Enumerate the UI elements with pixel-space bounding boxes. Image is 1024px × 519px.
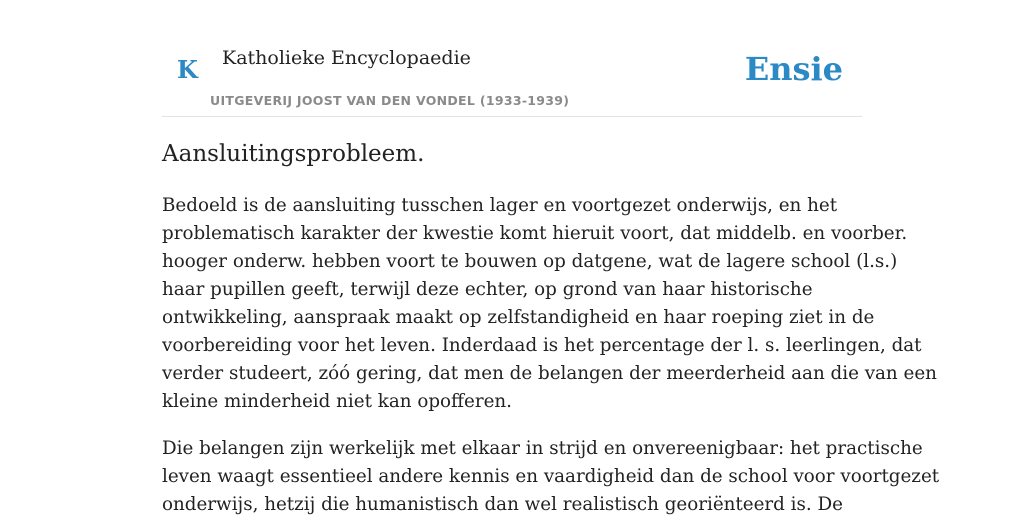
site-logo[interactable]: K (177, 55, 198, 84)
publisher-label: UITGEVERIJ JOOST VAN DEN VONDEL (1933-1939) (210, 93, 570, 108)
site-header (162, 0, 862, 117)
paragraph-line: haar pupillen geeft, terwijl deze echter, op grond van haar historische (162, 279, 813, 300)
paragraph-line: Die belangen zijn werkelijk met elkaar in strijd en onvereenigbaar: het practische (162, 438, 923, 459)
paragraph-line: ontwikkeling, aanspraak maakt op zelfstandigheid en haar roeping ziet in de (162, 307, 875, 328)
paragraph-line: voorbereiding voor het leven. Inderdaad is het percentage der l. s. leerlingen, dat (162, 335, 922, 356)
paragraph-line: problematisch karakter der kwestie komt hieruit voort, dat middelb. en voorber. (162, 223, 908, 244)
article-paragraph (162, 435, 940, 519)
paragraph-line: verder studeert, zóó gering, dat men de belangen der meerderheid aan die van een (162, 363, 937, 384)
paragraph-line: onderwijs, hetzij die humanistisch dan wel realistisch georiënteerd is. De (162, 494, 843, 515)
paragraph-line: hooger onderw. hebben voort te bouwen op datgene, wat de lagere school (l.s.) (162, 251, 898, 272)
ensie-brand-link[interactable]: Ensie (744, 50, 843, 88)
paragraph-line: leven waagt essentieel andere kennis en vaardigheid dan de school voor voortgezet (162, 466, 940, 487)
encyclopedia-title[interactable]: Katholieke Encyclopaedie (222, 47, 471, 69)
paragraph-line: kleine minderheid niet kan opofferen. (162, 391, 512, 412)
article-title: Aansluitingsprobleem. (162, 141, 425, 167)
article-content (162, 136, 940, 519)
paragraph-line: Bedoeld is de aansluiting tusschen lager en voortgezet onderwijs, en het (162, 195, 838, 216)
article-paragraph (162, 192, 937, 416)
